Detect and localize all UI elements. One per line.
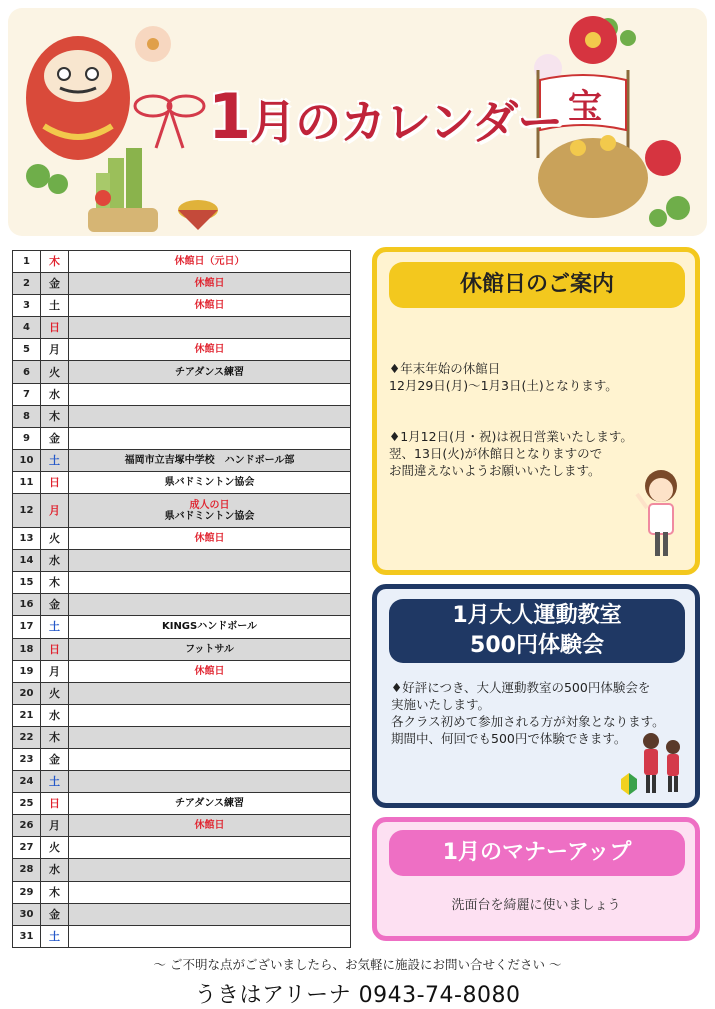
calendar-day-number: 24 [13, 771, 41, 793]
calendar-row [13, 726, 351, 748]
calendar-weekday: 日 [41, 793, 69, 815]
calendar-event-cell [69, 704, 351, 726]
calendar-event-cell [69, 339, 351, 361]
closed-days-heading: 休館日のご案内 [389, 262, 685, 308]
calendar-event: 休館日 [194, 533, 225, 545]
calendar-row [13, 550, 351, 572]
calendar-day-number: 23 [13, 748, 41, 770]
calendar-row [13, 660, 351, 682]
calendar-weekday: 木 [41, 251, 69, 273]
calendar-event-cell [69, 273, 351, 295]
calendar-day-number: 12 [13, 494, 41, 528]
calendar-weekday: 土 [41, 449, 69, 471]
calendar-event-cell [69, 528, 351, 550]
calendar-row [13, 427, 351, 449]
year-end-notice: ♦年末年始の休館日 12月29日(月)〜1月3日(土)となります。 [389, 361, 618, 393]
calendar-weekday: 月 [41, 660, 69, 682]
calendar-event-cell [69, 449, 351, 471]
calendar-weekday: 金 [41, 594, 69, 616]
manner-up-heading: 1月のマナーアップ [389, 830, 685, 876]
calendar-event: チアダンス練習 [174, 798, 245, 810]
calendar-row [13, 449, 351, 471]
calendar-event: 成人の日 [189, 499, 230, 511]
calendar-weekday: 金 [41, 273, 69, 295]
calendar-day-number: 25 [13, 793, 41, 815]
manner-up-panel [372, 817, 700, 941]
calendar-row [13, 471, 351, 493]
calendar-day-number: 2 [13, 273, 41, 295]
calendar-event: フットサル [185, 643, 234, 655]
calendar-weekday: 火 [41, 682, 69, 704]
calendar-row [13, 494, 351, 528]
adult-class-description: ♦好評につき、大人運動教室の500円体験会を 実施いたします。 各クラス初めて参加される方が対象となります。 期間中、何回でも500円で体験できます。 [391, 680, 665, 746]
calendar-day-number: 18 [13, 638, 41, 660]
calendar-event-cell [69, 815, 351, 837]
calendar-event-cell [69, 383, 351, 405]
calendar-weekday: 土 [41, 616, 69, 638]
calendar-day-number: 26 [13, 815, 41, 837]
calendar-weekday: 日 [41, 471, 69, 493]
calendar-day-number: 29 [13, 881, 41, 903]
calendar-day-number: 11 [13, 471, 41, 493]
calendar-weekday: 水 [41, 859, 69, 881]
facility-contact: うきはアリーナ 0943-74-8080 [194, 983, 521, 1008]
calendar-weekday: 水 [41, 704, 69, 726]
calendar-row [13, 638, 351, 660]
calendar-day-number: 31 [13, 925, 41, 947]
calendar-event: 休館日（元日） [174, 256, 245, 268]
manner-up-text: 洗面台を綺麗に使いましょう [451, 898, 621, 913]
contact-note: 〜 ご不明な点がございましたら、お気軽に施設にお問い合せください 〜 [153, 957, 562, 972]
holiday-notice: ♦1月12日(月・祝)は祝日営業いたします。 翌、13日(火)が休館日となりますので お間違えないようお願いいたします。 [389, 429, 633, 478]
calendar-event-cell [69, 572, 351, 594]
calendar-event-cell [69, 616, 351, 638]
calendar-event-cell [69, 494, 351, 528]
calendar-weekday: 土 [41, 925, 69, 947]
calendar-day-number: 9 [13, 427, 41, 449]
mizuhiki-icon [135, 96, 204, 148]
calendar-event-cell [69, 903, 351, 925]
calendar-row [13, 704, 351, 726]
calendar-weekday: 日 [41, 317, 69, 339]
calendar-row [13, 405, 351, 427]
calendar-row [13, 793, 351, 815]
calendar-weekday: 木 [41, 726, 69, 748]
calendar-weekday: 日 [41, 638, 69, 660]
calendar-day-number: 28 [13, 859, 41, 881]
calendar-day-number: 3 [13, 295, 41, 317]
calendar-day-number: 20 [13, 682, 41, 704]
calendar-event-cell [69, 726, 351, 748]
staff-woman-illustration [633, 464, 693, 564]
calendar-event-cell [69, 361, 351, 383]
calendar-row [13, 925, 351, 947]
instructors-illustration [617, 729, 687, 799]
calendar-event-cell [69, 837, 351, 859]
calendar-day-number: 5 [13, 339, 41, 361]
calendar-weekday: 月 [41, 339, 69, 361]
calendar-row [13, 339, 351, 361]
calendar-event-cell [69, 881, 351, 903]
calendar-table [12, 250, 351, 948]
calendar-event-cell [69, 638, 351, 660]
calendar-event-cell [69, 660, 351, 682]
calendar-day-number: 4 [13, 317, 41, 339]
calendar-row [13, 295, 351, 317]
calendar-event: 県バドミントン協会 [164, 510, 255, 522]
calendar-day-number: 30 [13, 903, 41, 925]
calendar-event-cell [69, 471, 351, 493]
calendar-day-number: 27 [13, 837, 41, 859]
calendar-day-number: 17 [13, 616, 41, 638]
calendar-row [13, 273, 351, 295]
calendar-weekday: 木 [41, 881, 69, 903]
calendar-row [13, 771, 351, 793]
calendar-row [13, 317, 351, 339]
calendar-event: 休館日 [194, 278, 225, 290]
calendar-weekday: 土 [41, 295, 69, 317]
calendar-weekday: 金 [41, 903, 69, 925]
calendar-event-cell [69, 748, 351, 770]
calendar-event: 休館日 [194, 820, 225, 832]
calendar-day-number: 13 [13, 528, 41, 550]
calendar-row [13, 361, 351, 383]
calendar-row [13, 572, 351, 594]
calendar-event-cell [69, 771, 351, 793]
calendar-day-number: 14 [13, 550, 41, 572]
calendar-event-cell [69, 405, 351, 427]
calendar-event: 県バドミントン協会 [164, 476, 255, 488]
calendar-event-cell [69, 317, 351, 339]
calendar-weekday: 火 [41, 837, 69, 859]
calendar-event-cell [69, 427, 351, 449]
calendar-weekday: 火 [41, 361, 69, 383]
calendar-row [13, 383, 351, 405]
calendar-event-cell [69, 793, 351, 815]
calendar-row [13, 594, 351, 616]
calendar-row [13, 903, 351, 925]
calendar-row [13, 616, 351, 638]
calendar-weekday: 金 [41, 748, 69, 770]
calendar-weekday: 木 [41, 405, 69, 427]
calendar-event: 休館日 [194, 665, 225, 677]
calendar-row [13, 528, 351, 550]
calendar-day-number: 1 [13, 251, 41, 273]
calendar-row [13, 881, 351, 903]
adult-class-heading: 1月大人運動教室 500円体験会 [389, 599, 685, 663]
calendar-day-number: 22 [13, 726, 41, 748]
calendar-row [13, 859, 351, 881]
calendar-event-cell [69, 295, 351, 317]
calendar-weekday: 木 [41, 572, 69, 594]
calendar-event-cell [69, 594, 351, 616]
calendar-row [13, 682, 351, 704]
calendar-event-cell [69, 925, 351, 947]
calendar-event-cell [69, 550, 351, 572]
calendar-event-cell [69, 251, 351, 273]
spinning-top-icon [178, 200, 218, 230]
calendar-weekday: 水 [41, 383, 69, 405]
calendar-event-cell [69, 859, 351, 881]
calendar-event: 休館日 [194, 344, 225, 356]
calendar-event: KINGSハンドボール [161, 621, 258, 633]
calendar-row [13, 748, 351, 770]
svg-text:宝: 宝 [568, 87, 602, 127]
calendar-weekday: 月 [41, 815, 69, 837]
calendar-event: チアダンス練習 [174, 366, 245, 378]
calendar-day-number: 16 [13, 594, 41, 616]
calendar-row [13, 251, 351, 273]
calendar-day-number: 15 [13, 572, 41, 594]
calendar-weekday: 金 [41, 427, 69, 449]
calendar-weekday: 水 [41, 550, 69, 572]
calendar-day-number: 8 [13, 405, 41, 427]
calendar-weekday: 月 [41, 494, 69, 528]
calendar-event: 福岡市立吉塚中学校 ハンドボール部 [124, 454, 295, 466]
header-banner [8, 8, 707, 236]
calendar-row [13, 837, 351, 859]
adult-class-panel [372, 584, 700, 808]
calendar-day-number: 7 [13, 383, 41, 405]
kadomatsu-icon [88, 148, 158, 232]
calendar-event-cell [69, 682, 351, 704]
calendar-day-number: 10 [13, 449, 41, 471]
calendar-weekday: 火 [41, 528, 69, 550]
closed-days-panel [372, 247, 700, 575]
calendar-day-number: 21 [13, 704, 41, 726]
calendar-event: 休館日 [194, 300, 225, 312]
calendar-day-number: 6 [13, 361, 41, 383]
page-title: 1月のカレンダー [208, 80, 563, 153]
daruma-icon [26, 36, 130, 160]
calendar-weekday: 土 [41, 771, 69, 793]
calendar-day-number: 19 [13, 660, 41, 682]
calendar-row [13, 815, 351, 837]
